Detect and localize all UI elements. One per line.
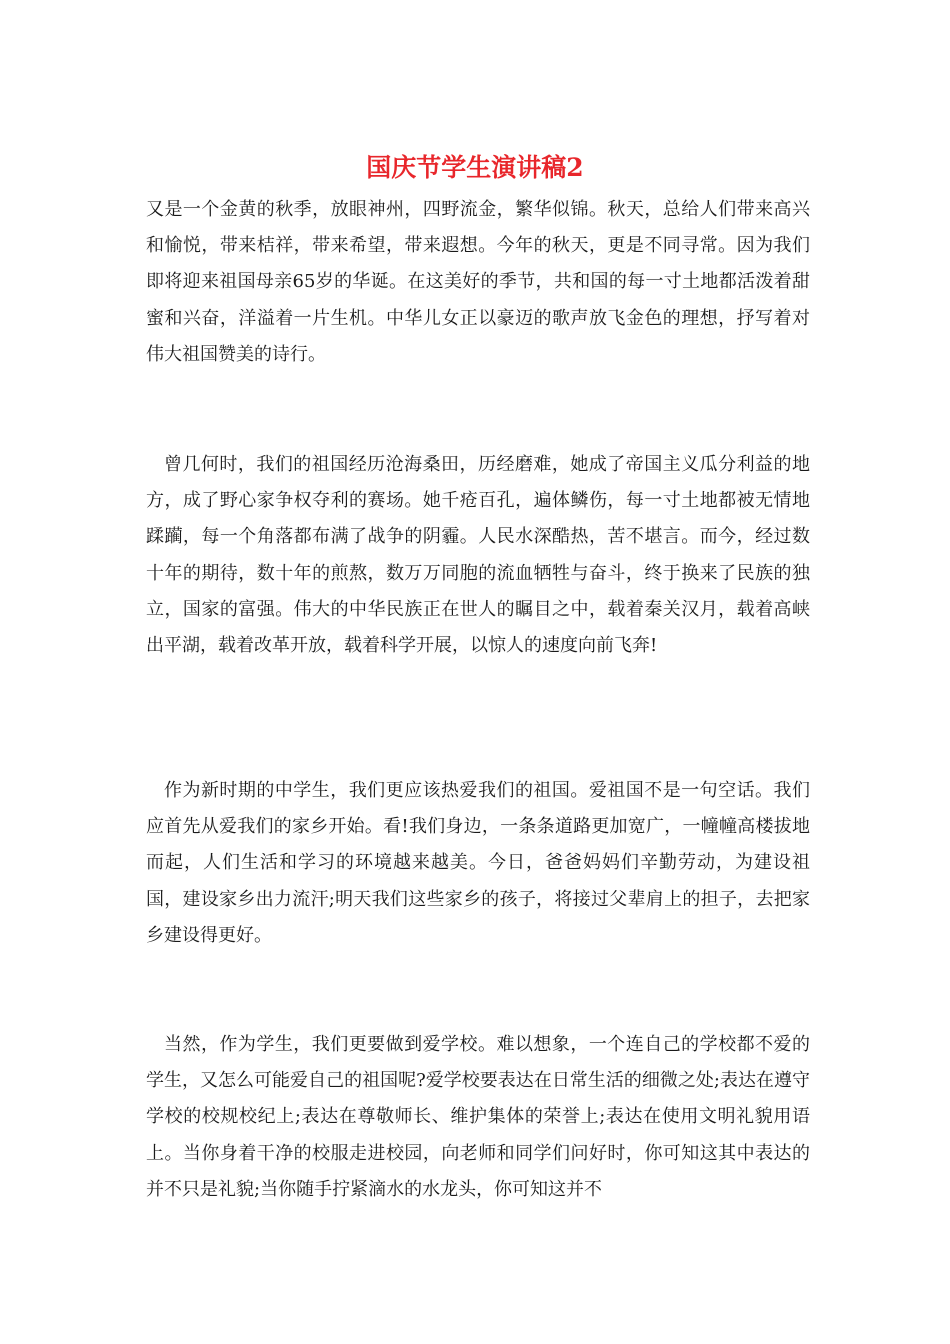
page-title: 国庆节学生演讲稿2 — [366, 153, 584, 182]
paragraph-1: 又是一个金黄的秋季，放眼神州，四野流金，繁华似锦。秋天，总给人们带来高兴和愉悦，带来桔祥，带来希望，带来遐想。今年的秋天，更是不同寻常。因为我们即将迎来祖国母亲65岁的华诞。在这美好的季节，共和国的每一寸土地都活泼着甜蜜和兴奋，洋溢着一片生机。中华儿女正以豪迈的歌声放飞金色的理想，抒写着对伟大祖国赞美的诗行。 — [146, 199, 810, 365]
paragraph-2: 曾几何时，我们的祖国经历沧海桑田，历经磨难，她成了帝国主义瓜分利益的地方，成了野心家争权夺利的赛场。她千疮百孔，遍体鳞伤，每一寸土地都被无情地蹂躏，每一个角落都布满了战争的阴霾。人民水深酷热，苦不堪言。而今，经过数十年的期待，数十年的煎熬，数万万同胞的流血牺牲与奋斗，终于换来了民族的独立，国家的富强。伟大的中华民族正在世人的瞩目之中，载着秦关汉月，载着高峡出平湖，载着改革开放，载着科学开展，以惊人的速度向前飞奔! — [146, 454, 810, 657]
paragraph-4: 当然，作为学生，我们更要做到爱学校。难以想象，一个连自己的学校都不爱的学生，又怎么可能爱自己的祖国呢?爱学校要表达在日常生活的细微之处;表达在遵守学校的校规校纪上;表达在尊敬师长、维护集体的荣誉上;表达在使用文明礼貌用语上。当你身着干净的校服走进校园，向老师和同学们问好时，你可知这其中表达的并不只是礼貌;当你随手拧紧滴水的水龙头，你可知这并不 — [146, 1034, 810, 1200]
paragraph-3: 作为新时期的中学生，我们更应该热爱我们的祖国。爱祖国不是一句空话。我们应首先从爱我们的家乡开始。看!我们身边，一条条道路更加宽广，一幢幢高楼拔地而起，人们生活和学习的环境越来越美。今日，爸爸妈妈们辛勤劳动，为建设祖国，建设家乡出力流汗;明天我们这些家乡的孩子，将接过父辈肩上的担子，去把家乡建设得更好。 — [146, 780, 810, 946]
